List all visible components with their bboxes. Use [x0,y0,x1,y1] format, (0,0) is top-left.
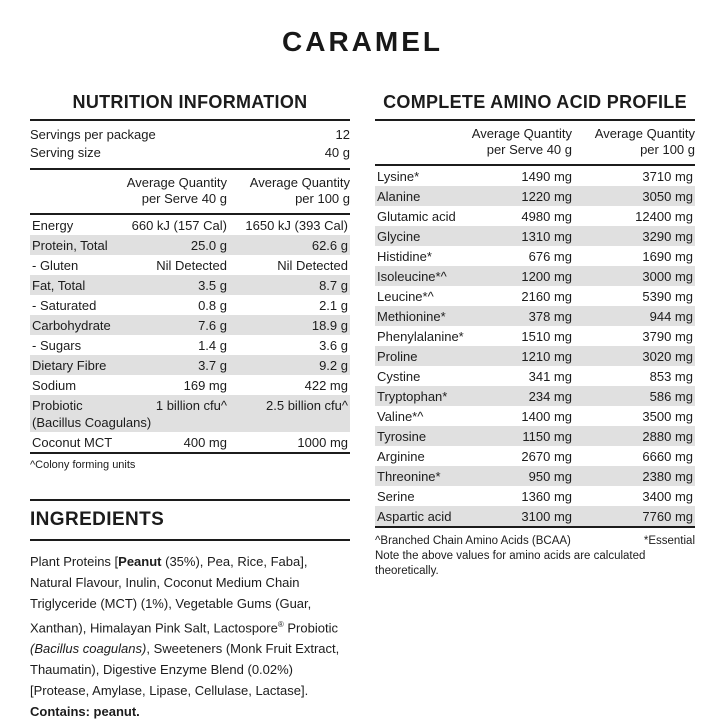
table-row [375,166,695,186]
row-label: - Saturated [32,297,97,313]
per-100g-value: 3400 mg [642,488,693,504]
row-label: Probiotic [32,397,83,413]
row-label: Fat, Total [32,277,86,293]
ingredients-text [30,541,350,722]
per-serve-value: 1310 mg [521,228,572,244]
row-label: Glutamic acid [377,208,456,224]
ingredients-text-segment: (Bacillus coagulans) [30,641,147,657]
per-serve-value: 676 mg [528,248,572,264]
table-row [375,346,695,366]
row-label: Methionine* [377,308,446,324]
per-100g-value: 2.5 billion cfu^ [266,397,348,413]
per-100g-value: 2880 mg [642,428,693,444]
per-100g-value: 3050 mg [642,188,693,204]
ingredients-text-segment: Plant Proteins [ [30,554,119,569]
per-serve-value: 0.8 g [198,297,227,313]
per-100g-value: 2380 mg [642,468,693,484]
essential-footnote: *Essential [643,535,695,547]
per-100g-value: 853 mg [649,368,693,384]
amino-footnotes [375,528,695,547]
per-100g-header-line1: Average Quantity [594,126,695,141]
per-100g-value: 2.1 g [319,297,348,313]
per-serve-value: 1150 mg [522,428,572,444]
row-label: Glycine [377,228,421,244]
per-100g-value: 1000 mg [297,434,348,450]
table-row [375,486,695,506]
per-serve-value: 341 mg [528,368,572,384]
row-label: Carbohydrate [32,317,111,333]
table-row [375,426,695,446]
table-row [30,355,350,375]
row-label: Aspartic acid [377,508,452,524]
servings-block [30,121,350,170]
per-serve-value: 1.4 g [198,337,227,353]
per-serve-value: 1220 mg [521,188,572,204]
servings-per-package-value: 12 [335,127,350,142]
per-serve-value: 2670 mg [521,448,572,464]
ingredients-text-segment: , Sweeteners (Monk Fruit Extract, Thaumatin), Digestive Enzyme Blend (0.02%) [Protease, Amylase, Lipase, Cellulase, Lactase]. [30,641,340,699]
per-100g-value: 7760 mg [642,508,693,524]
per-100g-header-line2: per 100 g [295,191,350,206]
row-label: - Gluten [32,257,79,273]
table-row [375,326,695,346]
table-row [30,375,350,395]
per-100g-value: 62.6 g [311,237,348,253]
servings-per-package-row [30,126,350,144]
per-100g-value: 3020 mg [642,348,693,364]
ingredients-heading: INGREDIENTS [30,501,350,541]
per-100g-value: 9.2 g [319,357,348,373]
table-row [375,366,695,386]
table-row [375,246,695,266]
row-label: Tryptophan* [377,388,448,404]
row-label: Protein, Total [32,237,108,253]
nutrition-panel [30,92,350,722]
per-serve-header-line2: per Serve 40 g [141,191,227,206]
row-label: Arginine [377,448,425,464]
row-label: Tyrosine [377,428,427,444]
per-serve-value: 2160 mg [521,288,572,304]
per-serve-value: 660 kJ (157 Cal) [131,217,227,233]
serving-size-value: 40 g [324,145,350,160]
serving-size-row [30,144,350,162]
ingredients-text-segment: (35%), Pea, Rice, Faba], Natural Flavour, Inulin, Coconut Medium Chain Triglyceride (MCT) (1%), Vegetable Gums (Guar, Xanthan), Himalayan Pink Salt, Lactospore [30,554,312,636]
ingredients-text-segment: ® [277,620,284,629]
nutrition-column-headers [30,170,350,215]
table-row [375,206,695,226]
serving-size-label: Serving size [30,145,101,160]
servings-per-package-label: Servings per package [30,127,156,142]
theoretical-note: Note the above values for amino acids are calculated theoretically. [375,550,646,577]
table-row [375,506,695,526]
row-label: Serine [377,488,415,504]
row-label: Threonine* [377,468,441,484]
table-row [30,295,350,315]
per-100g-header-line1: Average Quantity [249,175,350,190]
per-serve-value: 25.0 g [190,237,227,253]
per-100g-value: 5390 mg [642,288,693,304]
table-row [375,406,695,426]
per-serve-value: 1400 mg [521,408,572,424]
row-label: Alanine [377,188,421,204]
per-serve-value: 1490 mg [521,168,572,184]
table-row [30,335,350,355]
per-serve-value: 1200 mg [521,268,572,284]
per-100g-value: 586 mg [649,388,693,404]
amino-column-headers [375,121,695,166]
table-row [375,226,695,246]
per-serve-value: 1 billion cfu^ [155,397,227,413]
table-row [375,286,695,306]
per-100g-value: 3000 mg [642,268,693,284]
per-100g-value: 1650 kJ (393 Cal) [245,217,348,233]
column-header-spacer [30,175,120,207]
per-serve-value: 1360 mg [521,488,572,504]
amino-table-body [375,166,695,528]
row-label: Proline [377,348,418,364]
per-100g-value: 1690 mg [642,248,693,264]
table-row [375,266,695,286]
per-100g-value: 422 mg [304,377,348,393]
nutrition-table-body [30,215,350,454]
per-100g-value: 18.9 g [311,317,348,333]
ingredients-text-segment: Probiotic [283,620,338,636]
per-serve-value: 169 mg [183,377,227,393]
column-header-per-serve [120,175,227,207]
per-100g-header-line2: per 100 g [640,142,695,157]
per-100g-value: Nil Detected [277,257,348,273]
per-serve-value: Nil Detected [156,257,227,273]
column-header-per-100g [572,126,695,158]
per-serve-value: 234 mg [528,388,572,404]
bcaa-footnote: ^Branched Chain Amino Acids (BCAA) [375,535,571,547]
per-100g-value: 12400 mg [635,208,693,224]
amino-acid-panel [375,92,695,722]
column-header-per-serve [465,126,572,158]
per-serve-value: 3.7 g [198,357,227,373]
per-100g-value: 3.6 g [319,337,348,353]
row-label: Lysine* [377,168,420,184]
ingredients-text-segment: Peanut [118,554,162,569]
per-100g-value: 3790 mg [642,328,693,344]
per-serve-value: 1510 mg [521,328,572,344]
per-serve-header-line1: Average Quantity [126,175,227,190]
per-serve-value: 378 mg [528,308,572,324]
table-row [30,215,350,235]
per-100g-value: 944 mg [649,308,693,324]
per-serve-header-line1: Average Quantity [471,126,572,141]
table-row [375,446,695,466]
row-label: Isoleucine*^ [377,268,447,284]
per-100g-value: 3500 mg [642,408,693,424]
per-serve-header-line2: per Serve 40 g [486,142,572,157]
amino-heading: COMPLETE AMINO ACID PROFILE [375,92,695,121]
row-label: Leucine*^ [377,288,434,304]
column-header-spacer [375,126,465,158]
table-row [375,306,695,326]
table-row [30,395,350,432]
column-header-per-100g [227,175,350,207]
ingredients-text-segment: Contains: peanut. [30,704,140,720]
per-serve-value: 3100 mg [521,508,572,524]
ingredients-section [30,499,350,722]
table-row [30,315,350,335]
table-row [375,186,695,206]
row-sublabel: (Bacillus Coagulans) [32,415,152,430]
per-100g-value: 8.7 g [319,277,348,293]
per-serve-value: 3.5 g [198,277,227,293]
row-label: Phenylalanine* [377,328,464,344]
nutrition-heading: NUTRITION INFORMATION [30,92,350,121]
row-label: Valine*^ [377,408,424,424]
per-serve-value: 950 mg [528,468,572,484]
table-row [30,235,350,255]
per-serve-value: 1210 mg [521,348,572,364]
per-100g-value: 6660 mg [642,448,693,464]
table-row [375,386,695,406]
per-100g-value: 3290 mg [642,228,693,244]
table-row [30,255,350,275]
flavour-title: CARAMEL [282,26,443,57]
row-label: Dietary Fibre [32,357,107,373]
row-label: Histidine* [377,248,432,264]
table-row [30,275,350,295]
per-serve-value: 7.6 g [198,317,227,333]
row-label: Cystine [377,368,421,384]
row-label: Sodium [32,377,77,393]
cfu-footnote: ^Colony forming units [30,459,136,471]
row-label: Energy [32,217,74,233]
per-100g-value: 3710 mg [642,168,693,184]
table-row [30,432,350,452]
row-label: Coconut MCT [32,434,113,450]
table-row [375,466,695,486]
per-serve-value: 400 mg [183,434,227,450]
per-serve-value: 4980 mg [521,208,572,224]
row-label: - Sugars [32,337,82,353]
label-columns [30,92,695,722]
